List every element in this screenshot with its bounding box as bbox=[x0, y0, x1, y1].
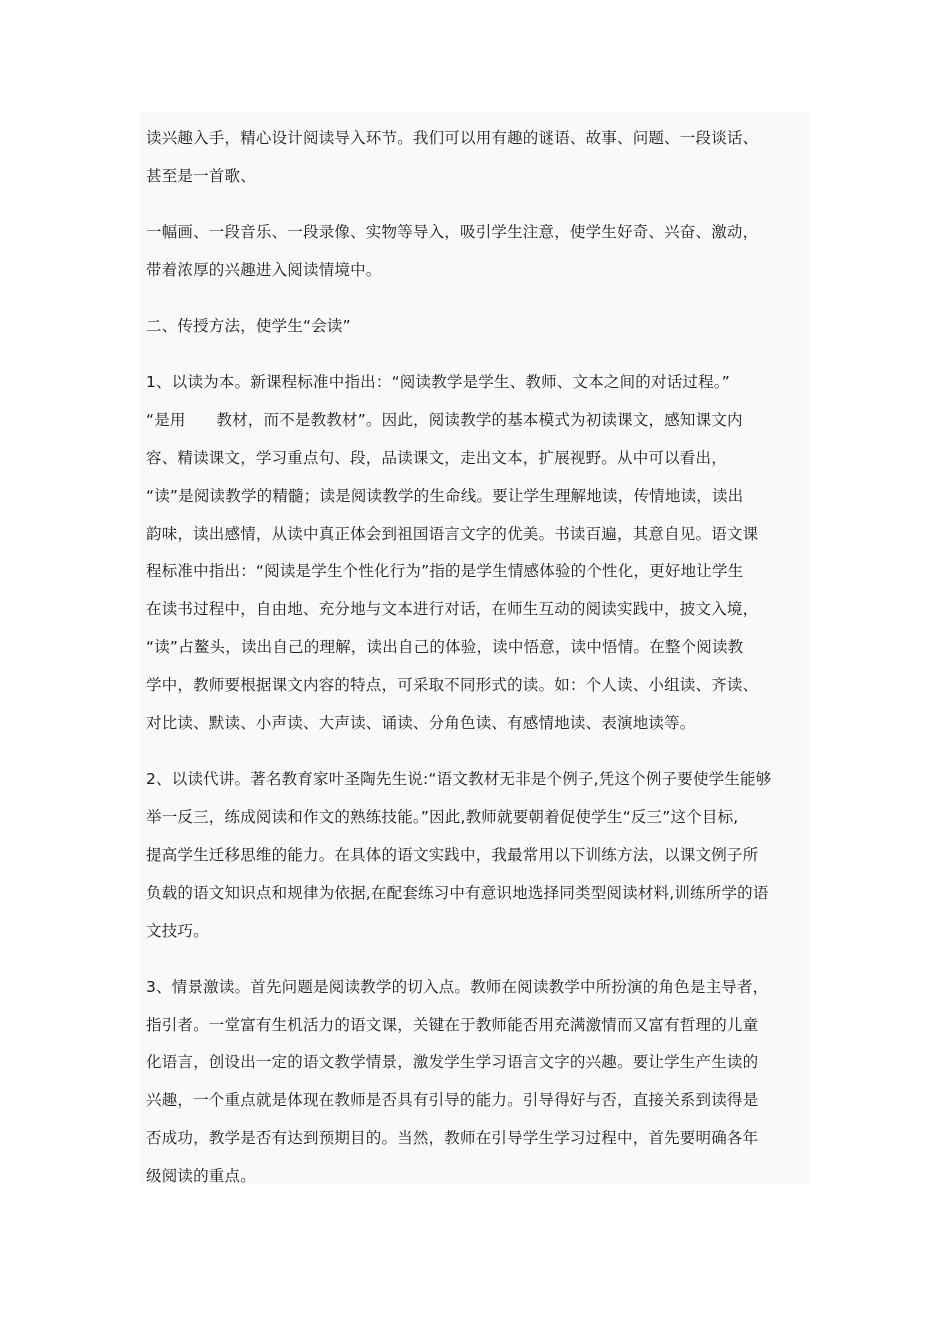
text-line: 1、以读为本。新课程标准中指出：“阅读教学是学生、教师、文本之间的对话过程。” bbox=[146, 373, 730, 391]
text-line: 3、情景激读。首先问题是阅读教学的切入点。教师在阅读教学中所扮演的角色是主导者， bbox=[146, 978, 769, 996]
text-line: 否成功，教学是否有达到预期目的。当然，教师在引导学生学习过程中，首先要明确各年 bbox=[146, 1129, 759, 1147]
text-line: 对比读、默读、小声读、大声读、诵读、分角色读、有感情地读、表演地读等。 bbox=[146, 714, 696, 732]
text-line: 负载的语文知识点和规律为依据,在配套练习中有意识地选择同类型阅读材料,训练所学的语 bbox=[146, 884, 769, 902]
text-line: 程标准中指出：“阅读是学生个性化行为”指的是学生情感体验的个性化，更好地让学生 bbox=[146, 562, 744, 580]
text-line: 兴趣，一个重点就是体现在教师是否具有引导的能力。引导得好与否，直接关系到读得是 bbox=[146, 1091, 759, 1109]
text-line: “是用 教材，而不是教教材”。因此，阅读教学的基本模式为初读课文，感知课文内 bbox=[146, 411, 743, 429]
text-line: “读”是阅读教学的精髓；读是阅读教学的生命线。要让学生理解地读，传情地读，读出 bbox=[146, 487, 744, 505]
text-line: 在读书过程中，自由地、充分地与文本进行对话，在师生互动的阅读实践中，披文入境， bbox=[146, 600, 759, 618]
section-heading: 二、传授方法，使学生“会读” bbox=[146, 317, 351, 335]
text-line: 2、以读代讲。著名教育家叶圣陶先生说:“语文教材无非是个例子,凭这个例子要使学生能够 bbox=[146, 770, 772, 788]
text-line: 甚至是一首歌、 bbox=[146, 167, 256, 185]
text-line: 文技巧。 bbox=[146, 922, 209, 940]
text-line: 化语言，创设出一定的语文教学情景，激发学生学习语言文字的兴趣。要让学生产生读的 bbox=[146, 1053, 759, 1071]
text-line: 一幅画、一段音乐、一段录像、实物等导入，吸引学生注意，使学生好奇、兴奋、激动， bbox=[146, 223, 759, 241]
text-line: 韵味，读出感情，从读中真正体会到祖国语言文字的优美。书读百遍，其意自见。语文课 bbox=[146, 525, 759, 543]
text-line: 读兴趣入手，精心设计阅读导入环节。我们可以用有趣的谜语、故事、问题、一段谈话、 bbox=[146, 129, 759, 147]
text-line: 指引者。一堂富有生机活力的语文课，关键在于教师能否用充满激情而又富有哲理的儿童 bbox=[146, 1016, 759, 1034]
text-line: “读”占鳌头，读出自己的理解，读出自己的体验，读中悟意，读中悟情。在整个阅读教 bbox=[146, 638, 744, 656]
text-line: 级阅读的重点。 bbox=[146, 1167, 256, 1185]
text-line: 容、精读课文，学习重点句、段，品读课文，走出文本，扩展视野。从中可以看出， bbox=[146, 449, 727, 467]
text-line: 举一反三，练成阅读和作文的熟练技能。”因此,教师就要朝着促使学生“反三”这个目标, bbox=[146, 808, 739, 826]
text-line: 带着浓厚的兴趣进入阅读情境中。 bbox=[146, 261, 382, 279]
text-line: 学中，教师要根据课文内容的特点，可采取不同形式的读。如：个人读、小组读、齐读、 bbox=[146, 676, 759, 694]
text-line: 提高学生迁移思维的能力。在具体的语文实践中，我最常用以下训练方法，以课文例子所 bbox=[146, 846, 759, 864]
